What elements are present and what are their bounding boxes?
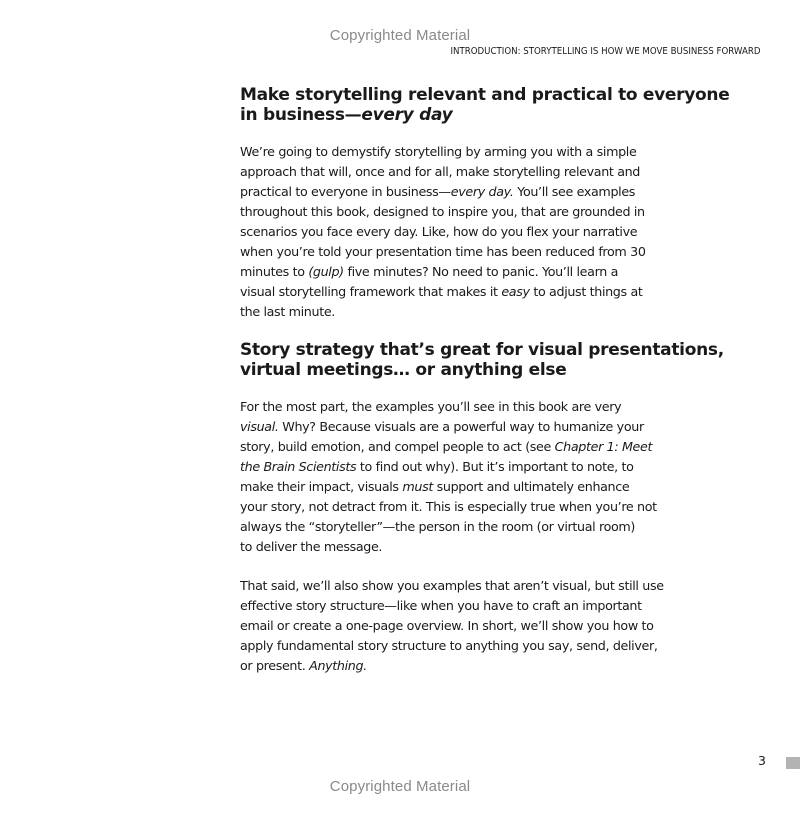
italic-run: every day. [450, 184, 514, 199]
text-line [240, 417, 657, 437]
text-run: make their impact, visuals [240, 479, 403, 494]
text-line [240, 517, 657, 537]
text-run: visual storytelling framework that makes it [240, 284, 502, 299]
text-line [240, 302, 646, 322]
section-2-paragraph-2 [240, 576, 664, 676]
text-run: We’re going to demystify storytelling by arming you with a simple [240, 144, 637, 159]
text-run: Why? Because visuals are a powerful way to humanize your [278, 419, 644, 434]
text-run: your story, not detract from it. This is especially true when you’re not [240, 499, 657, 514]
section-heading-2 [240, 340, 724, 380]
italic-run: the Brain Scientists [240, 459, 357, 474]
heading-1-line-1: Make storytelling relevant and practical to everyone [240, 85, 730, 105]
text-line [240, 497, 657, 517]
section-2-paragraph-1 [240, 397, 657, 557]
heading-2-line-2: virtual meetings… or anything else [240, 360, 567, 380]
heading-2-line-1: Story strategy that’s great for visual presentations, [240, 340, 724, 360]
page-number: 3 [758, 753, 766, 768]
copyright-watermark-bottom: Copyrighted Material [329, 778, 471, 795]
text-run: That said, we’ll also show you examples that aren’t visual, but still use [240, 578, 664, 593]
text-run: always the “storyteller”—the person in the room (or virtual room) [240, 519, 636, 534]
heading-1-italic: every day [361, 105, 453, 125]
text-run: scenarios you face every day. Like, how do you flex your narrative [240, 224, 638, 239]
text-run: approach that will, once and for all, make storytelling relevant and [240, 164, 641, 179]
text-line [240, 242, 646, 262]
text-run: throughout this book, designed to inspire you, that are grounded in [240, 204, 645, 219]
italic-run: Anything. [309, 658, 367, 673]
text-line [240, 202, 646, 222]
text-run: practical to everyone in business— [240, 184, 451, 199]
text-run: minutes to [240, 264, 309, 279]
italic-run: Chapter 1: Meet [554, 439, 653, 454]
text-run: story, build emotion, and compel people to act (see [240, 439, 555, 454]
text-line [240, 477, 657, 497]
heading-1-text: in business— [240, 105, 362, 125]
italic-run: easy [501, 284, 530, 299]
text-run: For the most part, the examples you’ll see in this book are very [240, 399, 622, 414]
text-run: email or create a one-page overview. In short, we’ll show you how to [240, 618, 654, 633]
text-line [240, 437, 657, 457]
section-1-paragraph [240, 142, 646, 322]
section-heading-1 [240, 85, 730, 125]
text-line [240, 616, 664, 636]
heading-1-line-2 [240, 105, 670, 125]
text-run: five minutes? No need to panic. You’ll learn a [343, 264, 619, 279]
text-line [240, 397, 657, 417]
text-run: You’ll see examples [513, 184, 636, 199]
text-line [240, 457, 657, 477]
text-line [240, 162, 646, 182]
text-line [240, 656, 664, 676]
text-line [240, 142, 646, 162]
text-run: the last minute. [240, 304, 335, 319]
text-line [240, 182, 646, 202]
text-run: support and ultimately enhance [432, 479, 630, 494]
italic-run: visual. [240, 419, 279, 434]
text-line [240, 576, 664, 596]
text-run: to deliver the message. [240, 539, 383, 554]
italic-run: must [402, 479, 433, 494]
text-run: to adjust things at [529, 284, 643, 299]
text-line [240, 222, 646, 242]
italic-run: (gulp) [308, 264, 344, 279]
page-edge-tab [786, 757, 800, 769]
text-line [240, 537, 657, 557]
text-run: or present. [240, 658, 310, 673]
text-line [240, 282, 646, 302]
text-run: effective story structure—like when you have to craft an important [240, 598, 642, 613]
text-run: when you’re told your presentation time has been reduced from 30 [240, 244, 646, 259]
text-line [240, 596, 664, 616]
copyright-watermark-top: Copyrighted Material [329, 27, 471, 44]
text-run: to find out why). But it’s important to note, to [356, 459, 634, 474]
text-line [240, 636, 664, 656]
running-head: INTRODUCTION: STORYTELLING IS HOW WE MOVE BUSINESS FORWARD [450, 46, 761, 57]
text-line [240, 262, 646, 282]
text-run: apply fundamental story structure to anything you say, send, deliver, [240, 638, 658, 653]
